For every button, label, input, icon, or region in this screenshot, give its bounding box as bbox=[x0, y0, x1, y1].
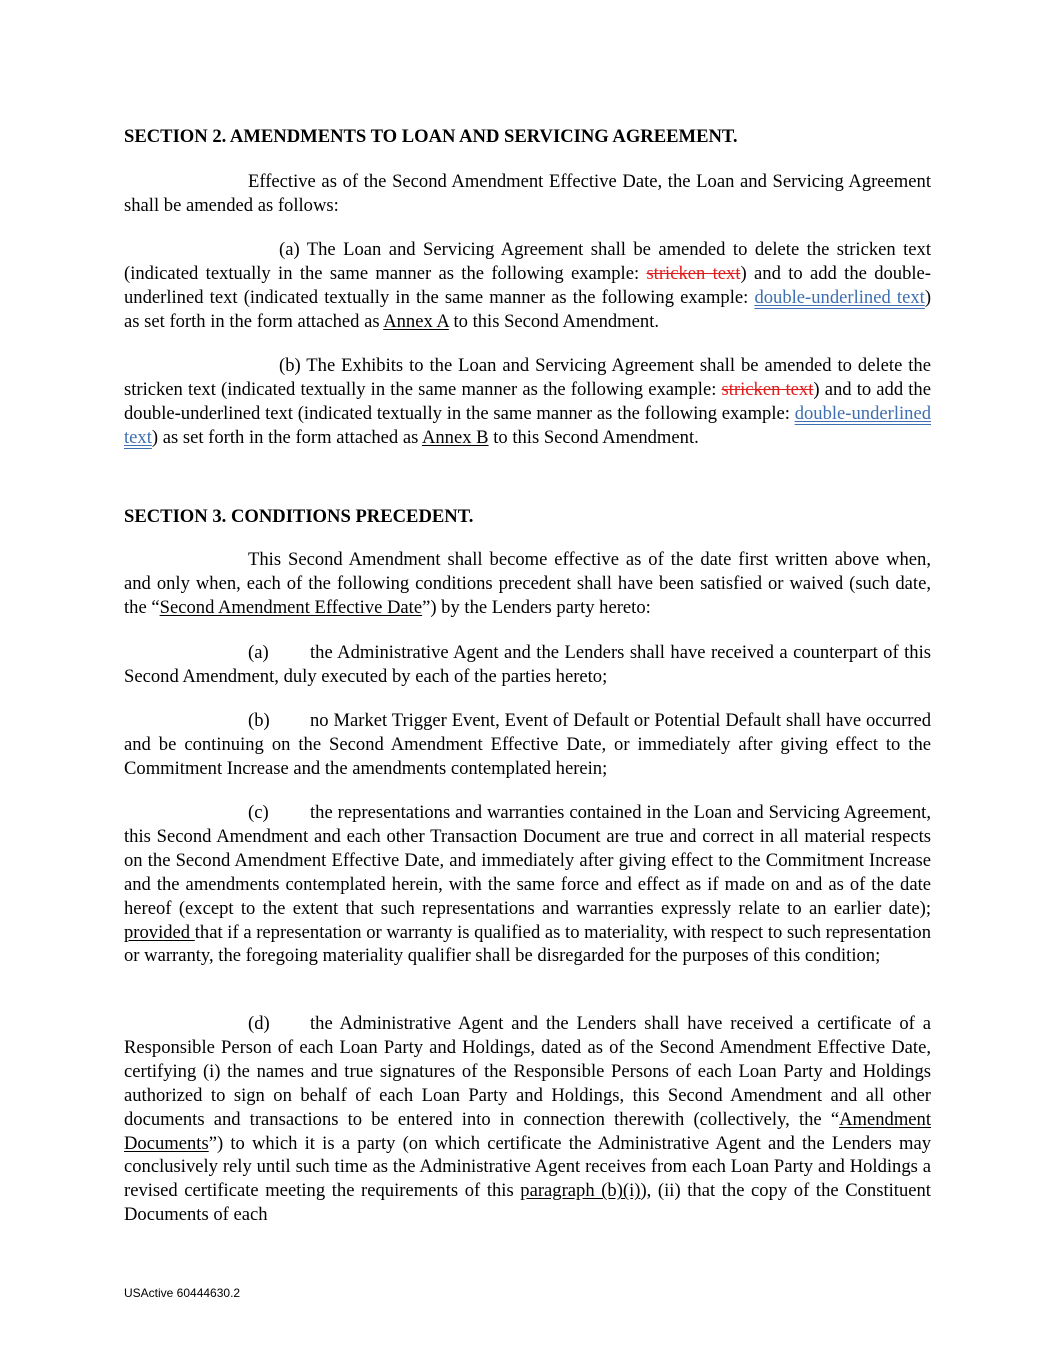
double-underlined-text-example: double-underlined text bbox=[754, 286, 925, 308]
document-footer-id: USActive 60444630.2 bbox=[124, 1286, 241, 1300]
list-label: (b) bbox=[248, 710, 270, 731]
provided-term: provided bbox=[124, 921, 195, 943]
defined-term: Second Amendment Effective Date bbox=[159, 596, 423, 618]
condition-b: (b) no Market Trigger Event, Event of Default or Potential Default shall have occurred and be continuing on the Second Amendment Effective Date, or immediately after giving effect to the Commitment Increase and the amendments contemplated herein; bbox=[124, 710, 931, 779]
condition-d: (d) the Administrative Agent and the Lenders shall have received a certificate of a Responsible Person of each Loan Party and Holdings, dated as of the Second Amendment Effective Date, certifying (i) the names and true signatures of the Responsible Persons of each Loan Party and Holdings authorized to sign on behalf of each Loan Party and Holdings, this Second Amendment and all other documents and transactions to be entered into in connection therewith (collectively, the “Amendment Documents”) to which it is a party (on which certificate the Administrative Agent and the Lenders may conclusively rely until such time as the Administrative Agent receives from each Loan Party and Holdings a revised certificate meeting the requirements of this paragraph (b)(i)), (ii) that the copy of the Constituent Documents of each bbox=[124, 1013, 931, 1226]
stricken-text-example: stricken text bbox=[721, 378, 814, 400]
list-label: (a) bbox=[248, 642, 269, 663]
condition-c: (c) the representations and warranties contained in the Loan and Servicing Agreement, this Second Amendment and each other Transaction Document are true and correct in all material respects on the Second Amendment Effective Date, and immediately after giving effect to the Commitment Increase and the amendments contemplated herein, with the same force and effect as if made on and as of the date hereof (except to the extent that such representations and warranties expressly relate to an earlier date); provided that if a representation or warranty is qualified as to materiality, with respect to such representation or warranty, the foregoing materiality qualifier shall be disregarded for the purposes of this condition; bbox=[124, 802, 931, 967]
double-underlined-text-example: double-underlined text bbox=[124, 402, 931, 448]
paragraph-reference: paragraph (b)(i) bbox=[520, 1180, 641, 1202]
annex-b-reference: Annex B bbox=[421, 426, 489, 448]
condition-a: (a) the Administrative Agent and the Lenders shall have received a counterpart of this Second Amendment, duly executed by each of the parties hereto; bbox=[124, 642, 931, 687]
section-2-paragraph-a: (a) The Loan and Servicing Agreement shall be amended to delete the stricken text (indicated textually in the same manner as the following example: stricken text) and to add the double-underlined text (indicated textually in the same manner as the following example: double-underlined text) as set forth in the form attached as Annex A to this Second Amendment. bbox=[124, 239, 932, 332]
stricken-text-example: stricken text bbox=[646, 262, 741, 284]
section-2-intro: Effective as of the Second Amendment Effective Date, the Loan and Servicing Agreement shall be amended as follows: bbox=[124, 171, 931, 216]
section-2-heading: SECTION 2. AMENDMENTS TO LOAN AND SERVICING AGREEMENT. bbox=[124, 126, 738, 147]
section-3-intro: This Second Amendment shall become effective as of the date first written above when, and only when, each of the following conditions precedent shall have been satisfied or waived (such date, the “Second Amendment Effective Date”) by the Lenders party hereto: bbox=[124, 549, 931, 618]
annex-a-reference: Annex A bbox=[383, 310, 449, 332]
section-3-heading: SECTION 3. CONDITIONS PRECEDENT. bbox=[124, 506, 474, 527]
list-label: (d) bbox=[248, 1013, 270, 1034]
defined-term: Amendment Documents bbox=[124, 1108, 931, 1154]
section-2-paragraph-b: (b) The Exhibits to the Loan and Servicing Agreement shall be amended to delete the stricken text (indicated textually in the same manner as the following example: stricken text) and to add the double-underlined text (indicated textually in the same manner as the following example: double-underlined text) as set forth in the form attached as Annex B to this Second Amendment. bbox=[124, 355, 931, 448]
list-label: (c) bbox=[248, 802, 269, 823]
